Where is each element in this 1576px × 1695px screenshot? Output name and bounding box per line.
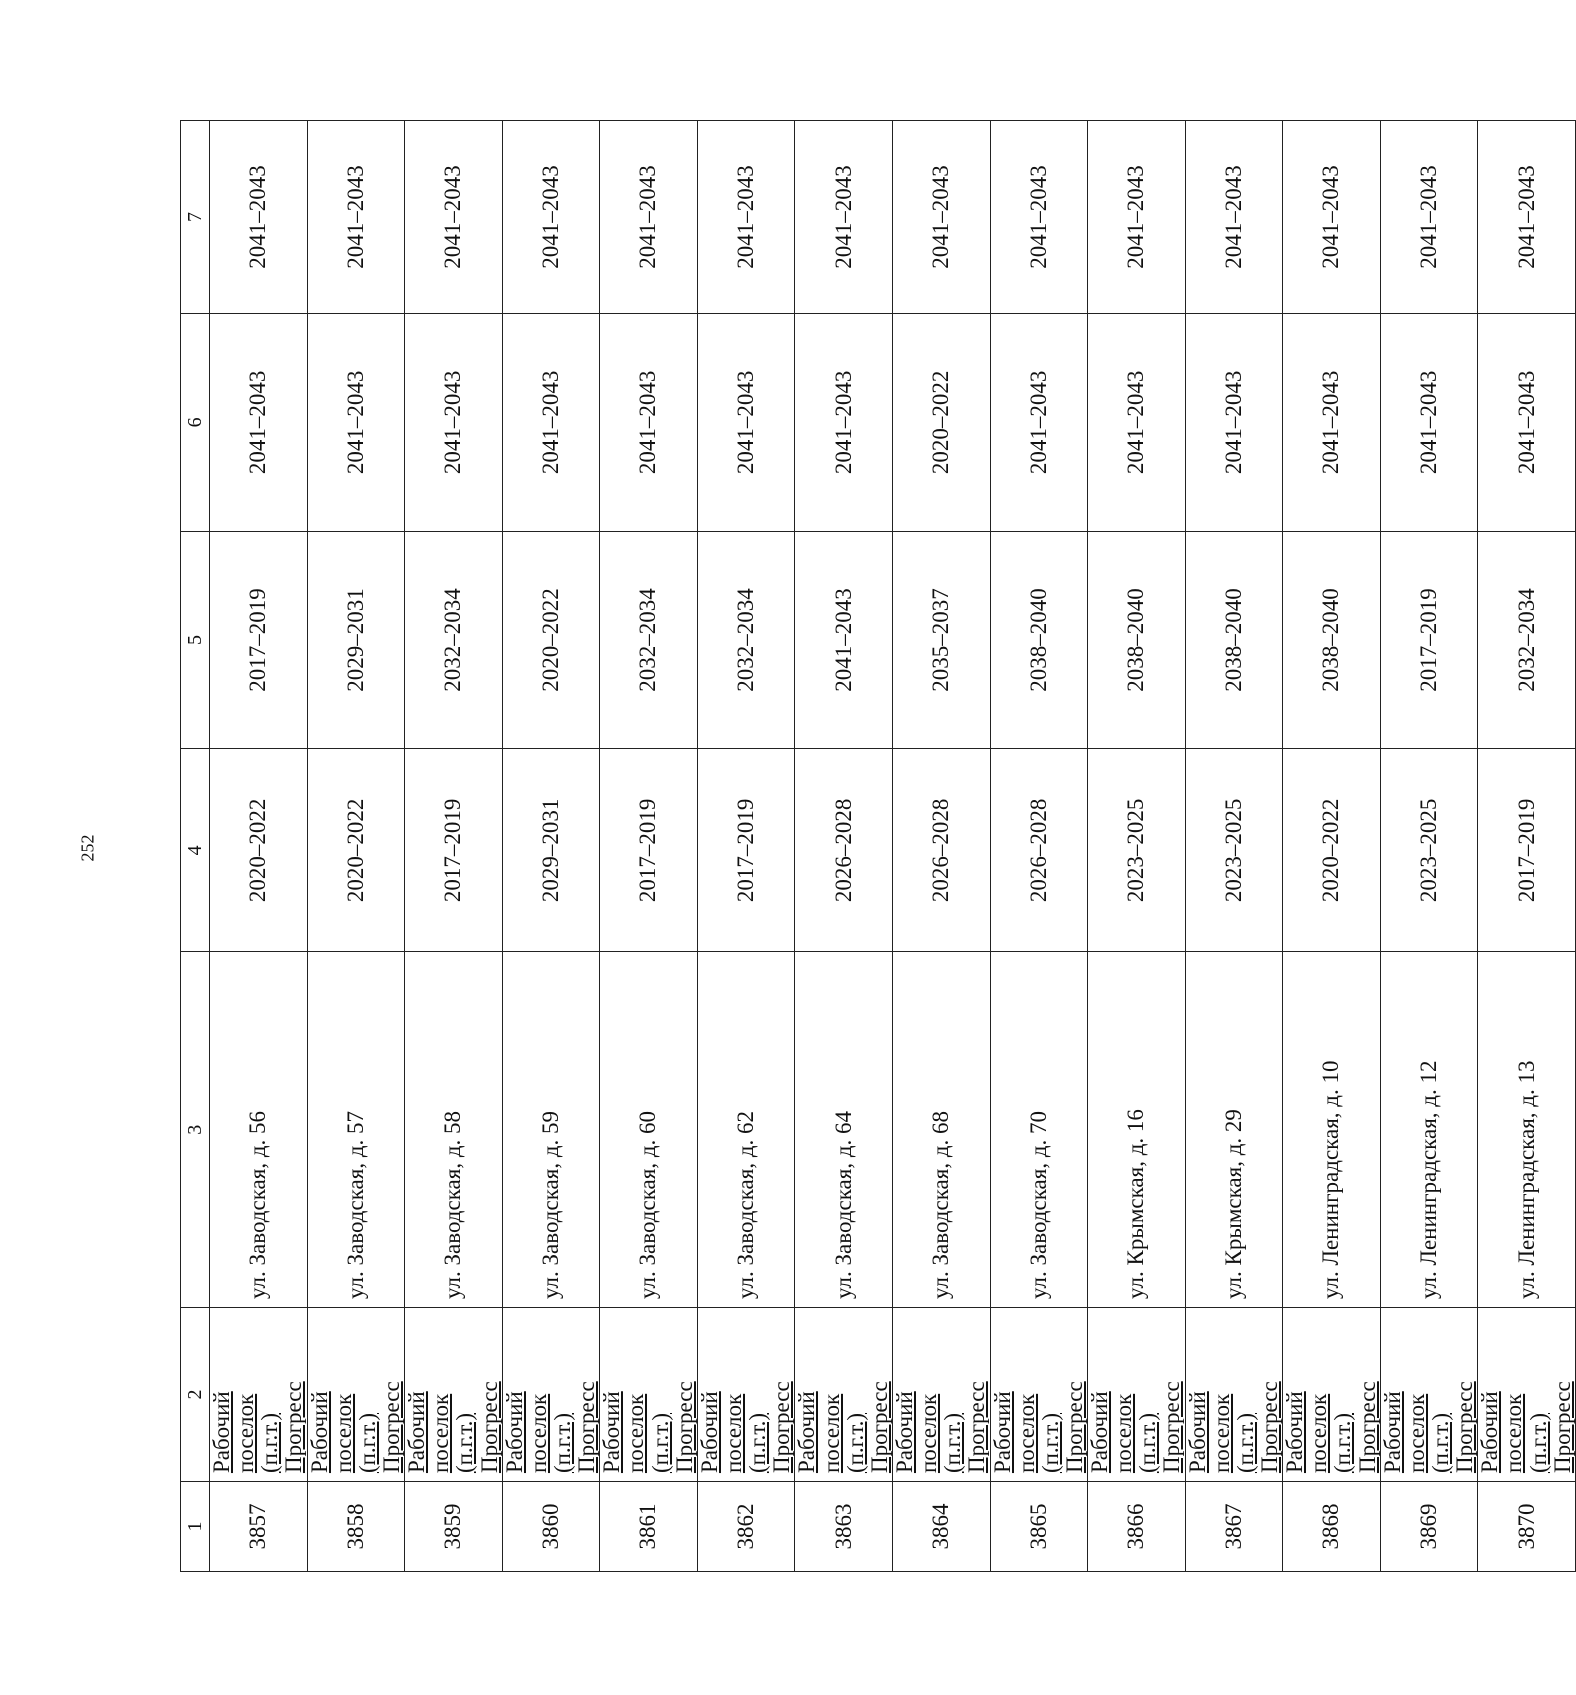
settlement-line-2: (п.г.т.) Прогресс (1135, 1381, 1185, 1474)
period-cell-col7: 2041–2043 (600, 121, 698, 314)
row-number-cell: 3866 (1088, 1482, 1186, 1572)
settlement-cell (1380, 1307, 1478, 1481)
table-row (795, 121, 893, 1572)
schedule-table (180, 120, 1576, 1572)
settlement-line-1: Рабочий поселок (501, 1391, 551, 1474)
period-cell-col7: 2041–2043 (892, 121, 990, 314)
column-header: 5 (181, 531, 210, 749)
settlement-line-1: Рабочий поселок (1282, 1391, 1332, 1474)
table-header-row (181, 121, 210, 1572)
settlement-cell (1478, 1307, 1576, 1481)
row-number-cell: 3870 (1478, 1482, 1576, 1572)
period-cell-col5: 2017–2019 (1380, 531, 1478, 749)
settlement-line-2: (п.г.т.) Прогресс (1428, 1381, 1478, 1474)
settlement-line-1: Рабочий поселок (989, 1391, 1039, 1474)
settlement-line-2: (п.г.т.) Прогресс (1232, 1381, 1283, 1474)
address-cell: ул. Заводская, д. 62 (697, 952, 795, 1308)
period-cell-col7: 2041–2043 (210, 121, 308, 314)
row-number-cell: 3869 (1380, 1482, 1478, 1572)
period-cell-col6: 2041–2043 (697, 314, 795, 532)
period-cell-col4: 2017–2019 (697, 749, 795, 952)
settlement-line-1: Рабочий поселок (696, 1391, 746, 1474)
address-cell: ул. Заводская, д. 59 (502, 952, 600, 1308)
period-cell-col5: 2041–2043 (795, 531, 893, 749)
column-header: 2 (181, 1307, 210, 1481)
settlement-line-2: (п.г.т.) Прогресс (549, 1381, 600, 1474)
settlement-line-1: Рабочий поселок (1184, 1391, 1234, 1474)
period-cell-col7: 2041–2043 (405, 121, 503, 314)
table-row (502, 121, 600, 1572)
row-number-cell: 3865 (990, 1482, 1088, 1572)
period-cell-col5: 2038–2040 (1088, 531, 1186, 749)
settlement-line-1: Рабочий поселок (891, 1391, 942, 1474)
schedule-table-wrapper (180, 120, 1575, 1572)
period-cell-col7: 2041–2043 (1380, 121, 1478, 314)
period-cell-col4: 2017–2019 (600, 749, 698, 952)
address-cell: ул. Заводская, д. 58 (405, 952, 503, 1308)
row-number-cell: 3857 (210, 1482, 308, 1572)
table-row (1185, 121, 1283, 1572)
period-cell-col5: 2032–2034 (405, 531, 503, 749)
period-cell-col5: 2035–2037 (892, 531, 990, 749)
address-cell: ул. Ленинградская, д. 10 (1283, 952, 1381, 1308)
settlement-cell (795, 1307, 893, 1481)
settlement-cell (210, 1307, 308, 1481)
period-cell-col6: 2041–2043 (210, 314, 308, 532)
address-cell: ул. Ленинградская, д. 13 (1478, 952, 1576, 1308)
settlement-line-1: Рабочий поселок (1087, 1391, 1137, 1474)
period-cell-col6: 2041–2043 (1380, 314, 1478, 532)
period-cell-col4: 2023–2025 (1088, 749, 1186, 952)
period-cell-col4: 2017–2019 (1478, 749, 1576, 952)
settlement-cell (1185, 1307, 1283, 1481)
address-cell: ул. Крымская, д. 29 (1185, 952, 1283, 1308)
table-body (210, 121, 1576, 1572)
period-cell-col7: 2041–2043 (502, 121, 600, 314)
period-cell-col4: 2017–2019 (405, 749, 503, 952)
period-cell-col6: 2041–2043 (1283, 314, 1381, 532)
row-number-cell: 3859 (405, 1482, 503, 1572)
column-header: 4 (181, 749, 210, 952)
period-cell-col4: 2026–2028 (795, 749, 893, 952)
page-number: 252 (77, 834, 98, 862)
table-row (1088, 121, 1186, 1572)
row-number-cell: 3862 (697, 1482, 795, 1572)
settlement-line-2: (п.г.т.) Прогресс (1525, 1381, 1575, 1474)
settlement-cell (405, 1307, 503, 1481)
period-cell-col7: 2041–2043 (990, 121, 1088, 314)
period-cell-col5: 2038–2040 (1185, 531, 1283, 749)
period-cell-col6: 2041–2043 (1185, 314, 1283, 532)
period-cell-col6: 2041–2043 (1088, 314, 1186, 532)
row-number-cell: 3860 (502, 1482, 600, 1572)
settlement-line-2: (п.г.т.) Прогресс (745, 1381, 795, 1474)
settlement-cell (990, 1307, 1088, 1481)
period-cell-col4: 2020–2022 (210, 749, 308, 952)
address-cell: ул. Ленинградская, д. 12 (1380, 952, 1478, 1308)
column-header: 7 (181, 121, 210, 314)
settlement-line-1: Рабочий поселок (599, 1391, 649, 1474)
period-cell-col6: 2041–2043 (990, 314, 1088, 532)
settlement-line-1: Рабочий поселок (1379, 1391, 1429, 1474)
settlement-cell (307, 1307, 405, 1481)
settlement-cell (892, 1307, 990, 1481)
settlement-line-2: (п.г.т.) Прогресс (842, 1381, 892, 1474)
period-cell-col4: 2020–2022 (1283, 749, 1381, 952)
table-row (1283, 121, 1381, 1572)
row-number-cell: 3858 (307, 1482, 405, 1572)
table-row (307, 121, 405, 1572)
period-cell-col5: 2032–2034 (1478, 531, 1576, 749)
period-cell-col7: 2041–2043 (697, 121, 795, 314)
period-cell-col6: 2041–2043 (405, 314, 503, 532)
column-header: 1 (181, 1482, 210, 1572)
period-cell-col5: 2017–2019 (210, 531, 308, 749)
address-cell: ул. Заводская, д. 60 (600, 952, 698, 1308)
period-cell-col5: 2032–2034 (697, 531, 795, 749)
settlement-line-1: Рабочий поселок (794, 1391, 844, 1474)
period-cell-col4: 2020–2022 (307, 749, 405, 952)
row-number-cell: 3864 (892, 1482, 990, 1572)
period-cell-col5: 2029–2031 (307, 531, 405, 749)
settlement-line-1: Рабочий поселок (306, 1391, 356, 1474)
settlement-line-2: (п.г.т.) Прогресс (1037, 1381, 1087, 1474)
settlement-line-2: (п.г.т.) Прогресс (257, 1381, 307, 1474)
table-row (990, 121, 1088, 1572)
period-cell-col5: 2038–2040 (990, 531, 1088, 749)
period-cell-col7: 2041–2043 (1088, 121, 1186, 314)
period-cell-col4: 2026–2028 (892, 749, 990, 952)
settlement-line-1: Рабочий поселок (209, 1391, 259, 1474)
period-cell-col6: 2041–2043 (795, 314, 893, 532)
column-header: 6 (181, 314, 210, 532)
settlement-line-2: (п.г.т.) Прогресс (647, 1381, 697, 1474)
row-number-cell: 3867 (1185, 1482, 1283, 1572)
address-cell: ул. Заводская, д. 56 (210, 952, 308, 1308)
address-cell: ул. Заводская, д. 57 (307, 952, 405, 1308)
row-number-cell: 3868 (1283, 1482, 1381, 1572)
address-cell: ул. Заводская, д. 68 (892, 952, 990, 1308)
period-cell-col6: 2041–2043 (307, 314, 405, 532)
period-cell-col7: 2041–2043 (1283, 121, 1381, 314)
settlement-line-2: (п.г.т.) Прогресс (940, 1381, 990, 1474)
table-row (210, 121, 308, 1572)
period-cell-col4: 2023–2025 (1185, 749, 1283, 952)
period-cell-col5: 2020–2022 (502, 531, 600, 749)
settlement-line-2: (п.г.т.) Прогресс (354, 1381, 404, 1474)
period-cell-col4: 2023–2025 (1380, 749, 1478, 952)
period-cell-col7: 2041–2043 (1478, 121, 1576, 314)
period-cell-col4: 2029–2031 (502, 749, 600, 952)
settlement-line-2: (п.г.т.) Прогресс (1330, 1381, 1380, 1474)
settlement-line-1: Рабочий поселок (1477, 1391, 1527, 1474)
table-row (600, 121, 698, 1572)
table-row (1380, 121, 1478, 1572)
settlement-line-2: (п.г.т.) Прогресс (452, 1381, 502, 1474)
settlement-cell (697, 1307, 795, 1481)
period-cell-col7: 2041–2043 (1185, 121, 1283, 314)
table-row (697, 121, 795, 1572)
period-cell-col6: 2041–2043 (502, 314, 600, 532)
table-row (892, 121, 990, 1572)
period-cell-col4: 2026–2028 (990, 749, 1088, 952)
settlement-cell (502, 1307, 600, 1481)
period-cell-col6: 2020–2022 (892, 314, 990, 532)
period-cell-col6: 2041–2043 (600, 314, 698, 532)
period-cell-col5: 2032–2034 (600, 531, 698, 749)
address-cell: ул. Заводская, д. 70 (990, 952, 1088, 1308)
table-row (405, 121, 503, 1572)
period-cell-col7: 2041–2043 (795, 121, 893, 314)
column-header: 3 (181, 952, 210, 1308)
address-cell: ул. Заводская, д. 64 (795, 952, 893, 1308)
address-cell: ул. Крымская, д. 16 (1088, 952, 1186, 1308)
period-cell-col7: 2041–2043 (307, 121, 405, 314)
period-cell-col5: 2038–2040 (1283, 531, 1381, 749)
settlement-cell (1283, 1307, 1381, 1481)
settlement-cell (600, 1307, 698, 1481)
settlement-line-1: Рабочий поселок (404, 1391, 454, 1474)
row-number-cell: 3863 (795, 1482, 893, 1572)
row-number-cell: 3861 (600, 1482, 698, 1572)
table-row (1478, 121, 1576, 1572)
settlement-cell (1088, 1307, 1186, 1481)
period-cell-col6: 2041–2043 (1478, 314, 1576, 532)
